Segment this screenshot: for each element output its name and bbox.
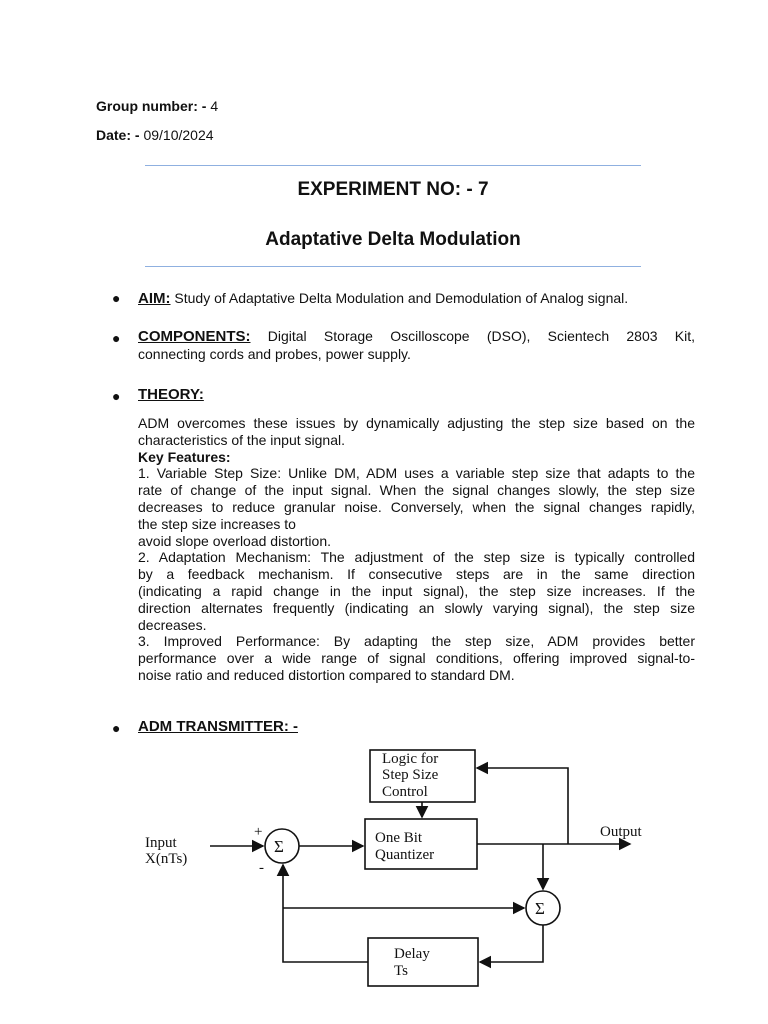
- theory-line: decreases to reduce granular noise. Conversely, when the signal changes rapidly,: [138, 498, 695, 515]
- components-section: [138, 328, 695, 363]
- components-label: COMPONENTS:: [138, 328, 251, 345]
- theory-line: 2. Adaptation Mechanism: The adjustment of the step size is typically controlled: [138, 549, 695, 566]
- theory-line: (indicating a rapid change in the input signal), the step size increases. If the: [138, 582, 695, 599]
- minus-sign: -: [259, 860, 264, 876]
- date-value: 09/10/2024: [143, 127, 214, 143]
- key-features-heading: Key Features:: [138, 448, 231, 465]
- logic-block-line-1: Logic for: [382, 751, 439, 767]
- divider-bottom: [145, 266, 641, 267]
- theory-line: 3. Improved Performance: By adapting the step size, ADM provides better: [138, 633, 695, 650]
- theory-line: noise ratio and reduced distortion compared to standard DM.: [138, 666, 515, 683]
- bullet: ●: [112, 720, 121, 736]
- logic-block-line-3: Control: [382, 784, 428, 800]
- transmitter-label: ADM TRANSMITTER: -: [138, 718, 298, 735]
- adm-transmitter-diagram: [0, 735, 768, 1024]
- date-label: Date: -: [96, 127, 140, 143]
- theory-line: rate of change of the input signal. When the signal changes slowly, the step size: [138, 482, 695, 499]
- theory-line: direction alternates frequently (indicating an slowly varying signal), the step size: [138, 599, 695, 616]
- date: [96, 127, 214, 143]
- theory-line: by a feedback mechanism. If consecutive steps are in the same direction: [138, 566, 695, 583]
- input-label-1: Input: [145, 835, 177, 851]
- bullet: ●: [112, 330, 121, 346]
- group-number: [96, 98, 218, 114]
- delay-line-2: Ts: [394, 963, 408, 979]
- transmitter-heading: [138, 718, 298, 735]
- summer-input-symbol: Σ: [274, 837, 284, 856]
- aim-label: AIM:: [138, 290, 171, 307]
- theory-line: decreases.: [138, 616, 207, 633]
- group-number-value: 4: [210, 98, 219, 114]
- theory-body: [138, 415, 695, 684]
- theory-line: performance over a wide range of signal conditions, offering improved signal-to-: [138, 650, 695, 667]
- theory-heading: [138, 386, 204, 403]
- experiment-subtitle: Adaptative Delta Modulation: [265, 229, 521, 250]
- output-label: Output: [600, 824, 642, 840]
- quantizer-line-2: Quantizer: [375, 847, 435, 863]
- theory-line: avoid slope overload distortion.: [138, 532, 332, 549]
- summer-feedback-symbol: Σ: [535, 899, 545, 918]
- components-line-1: [138, 328, 695, 346]
- theory-label: THEORY:: [138, 386, 204, 403]
- theory-line: the step size increases to: [138, 515, 296, 532]
- aim-text: Study of Adaptative Delta Modulation and Demodulation of Analog signal.: [174, 290, 629, 306]
- input-label-2: X(nTs): [145, 851, 188, 867]
- quantizer-line-1: One Bit: [375, 830, 423, 846]
- aim-section: [138, 290, 628, 307]
- group-number-label: Group number: -: [96, 98, 207, 114]
- experiment-title: EXPERIMENT NO: - 7: [297, 179, 489, 200]
- bullet: ●: [112, 388, 121, 404]
- components-text-1: Digital Storage Oscilloscope (DSO), Scientech 2803 Kit,: [267, 328, 696, 344]
- divider-top: [145, 165, 641, 166]
- theory-line: ADM overcomes these issues by dynamically adjusting the step size based on the: [138, 415, 695, 431]
- logic-block-line-2: Step Size: [382, 767, 439, 783]
- theory-line: characteristics of the input signal.: [138, 431, 345, 448]
- bullet: ●: [112, 290, 121, 306]
- components-line-2: connecting cords and probes, power supply.: [138, 345, 411, 362]
- theory-line: 1. Variable Step Size: Unlike DM, ADM uses a variable step size that adapts to the: [138, 465, 695, 482]
- delay-line-1: Delay: [394, 946, 430, 962]
- plus-sign: +: [254, 824, 263, 840]
